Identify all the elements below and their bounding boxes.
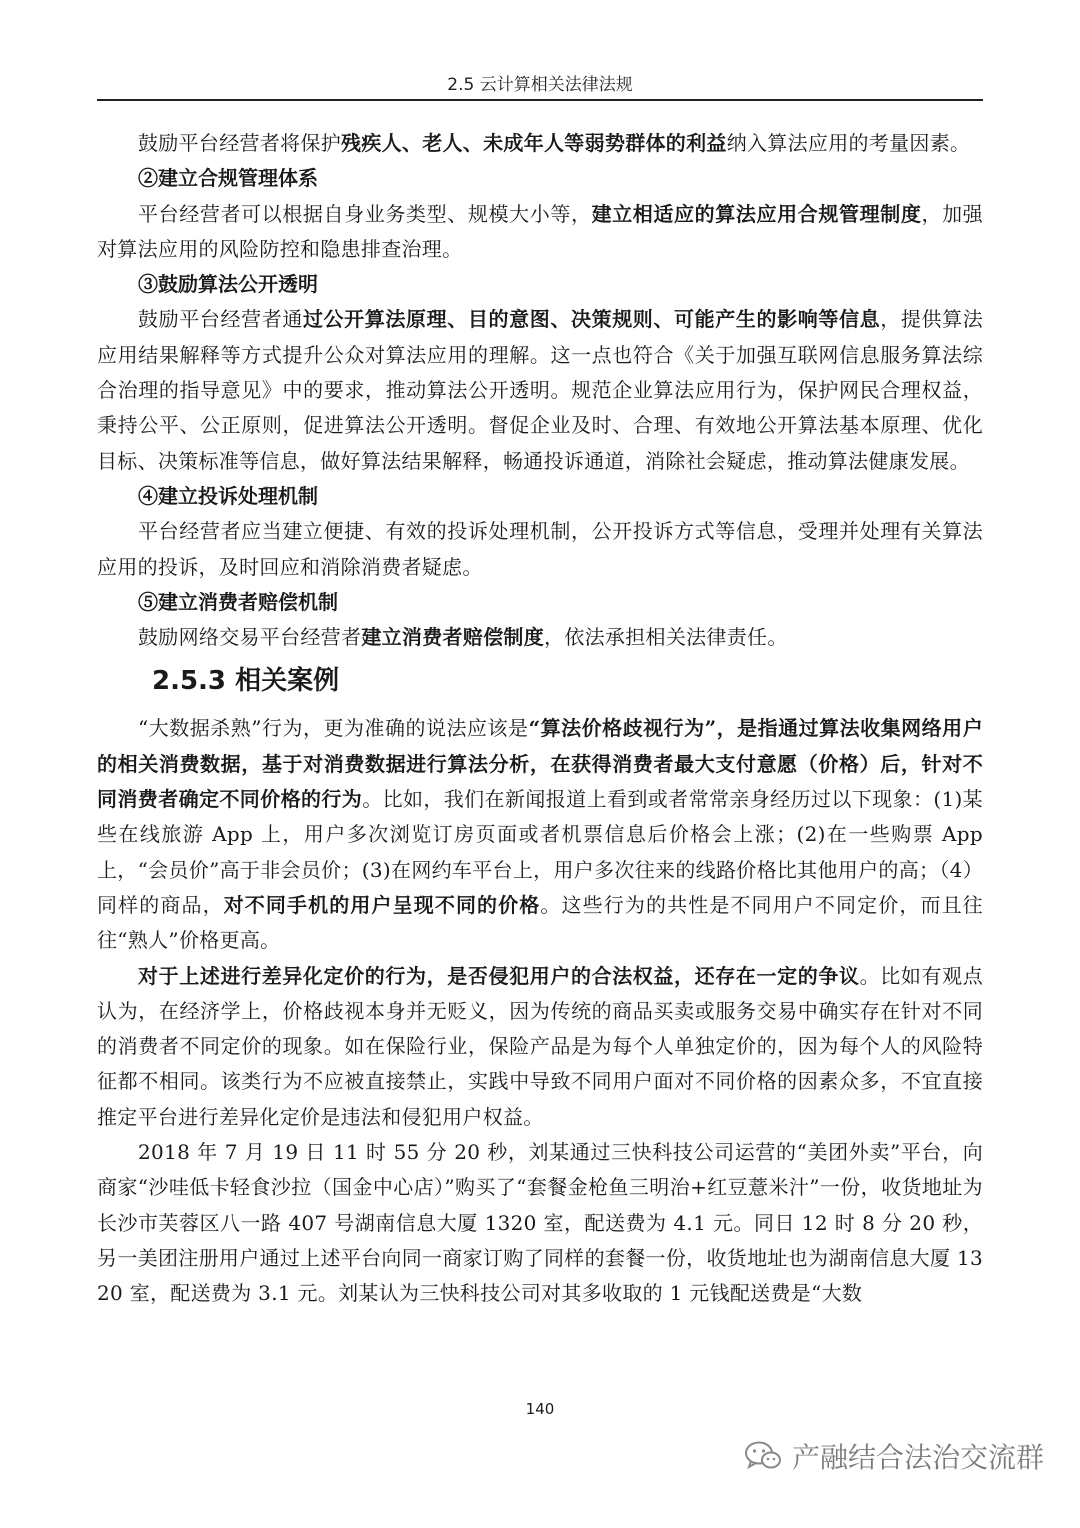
- subsection-heading: ④建立投诉处理机制: [138, 483, 318, 508]
- text-run: ，依法承担相关法律责任。: [544, 625, 788, 650]
- paragraph: [97, 620, 983, 655]
- bold-text: 对不同手机的用户呈现不同的价格: [223, 892, 541, 917]
- section-heading: 2.5.3 相关案例: [152, 666, 340, 697]
- wechat-icon: [744, 1440, 782, 1472]
- text-run: 。比如有观点认为，在经济学上，价格歧视本身并无贬义，因为传统的商品买卖或服务交易中确实存在针对不同的消费者不同定价的现象。如在保险行业，保险产品是为每个人单独定价的，因为每个人的风险特征都不相同。该类行为不应被直接禁止，实践中导致不同用户面对不同价格的因素众多，不宜直接推定平台进行差异化定价是违法和侵犯用户权益。: [97, 963, 983, 1129]
- text-run: 。这些行为的共性是不同用户不同定价，而且往往“熟人”价格更高。: [97, 892, 983, 953]
- watermark-text: 产融结合法治交流群: [791, 1441, 1044, 1474]
- paragraph: [97, 959, 983, 1135]
- text-run: ，加强对算法应用的风险防控和隐患排查治理。: [97, 201, 983, 261]
- text-run: ，提供算法应用结果解释等方式提升公众对算法应用的理解。这一点也符合《关于加强互联网信息服务算法综合治理的指导意见》中的要求，推动算法公开透明。规范企业算法应用行为，保护网民合理权益，秉持公平、公正原则，促进算法公开透明。督促企业及时、合理、有效地公开算法基本原理、优化目标、决策标准等信息，做好算法结果解释，畅通投诉通道，消除社会疑虑，推动算法健康发展。: [97, 307, 983, 473]
- paragraph: [97, 126, 983, 161]
- text-run: 。比如，我们在新闻报道上看到或者常常亲身经历过以下现象：(1)某些在线旅游 App 上，用户多次浏览订房页面或者机票信息后价格会上涨；(2)在一些购票 App 上，“会员价”高于非会员价；(3)在网约车平台上，用户多次往来的线路价格比其他用户的高；（4）同样的商品，: [97, 787, 983, 917]
- page-number: 140: [525, 1400, 555, 1418]
- bold-text: “算法价格歧视行为”，是指通过算法收集网络用户的相关消费数据，基于对消费数据进行算法分析，在获得消费者最大支付意愿（价格）后，针对不同消费者确定不同价格的行为: [97, 716, 983, 812]
- bold-text: 对于上述进行差异化定价的行为，是否侵犯用户的合法权益，还存在一定的争议: [138, 963, 860, 988]
- bold-text: 建立消费者赔偿制度: [361, 625, 545, 650]
- text-run: 鼓励网络交易平台经营者: [138, 625, 362, 650]
- bold-text: 建立相适应的算法应用合规管理制度: [591, 201, 922, 226]
- bold-text: 过公开算法原理、目的意图、决策规则、可能产生的影响等信息: [302, 307, 881, 332]
- document-body: [97, 126, 983, 1312]
- paragraph: [97, 711, 983, 958]
- paragraph: [97, 197, 983, 268]
- text-run: 2018 年 7 月 19 日 11 时 55 分 20 秒，刘某通过三快科技公司运营的“美团外卖”平台，向商家“沙哇低卡轻食沙拉（国金中心店）”购买了“套餐金枪鱼三明治+红豆薏米汁”一份，收货地址为长沙市芙蓉区八一路 407 号湖南信息大厦 1320 室，配送费为 4.1 元。同日 12 时 8 分 20 秒，另一美团注册用户通过上述平台向同一商家订购了同样的套餐一份，收货地址也为湖南信息大厦 1320 室，配送费为 3.1 元。刘某认为三快科技公司对其多收取的 1 元钱配送费是“大数: [97, 1140, 983, 1306]
- paragraph: [97, 302, 983, 478]
- bold-text: 残疾人、老人、未成年人等弱势群体的利益: [341, 131, 727, 155]
- text-run: 鼓励平台经营者将保护: [138, 131, 341, 155]
- text-run: 平台经营者应当建立便捷、有效的投诉处理机制，公开投诉方式等信息，受理并处理有关算法应用的投诉，及时回应和消除消费者疑虑。: [97, 519, 983, 579]
- paragraph: [97, 514, 983, 585]
- text-run: 鼓励平台经营者通: [138, 307, 303, 332]
- running-header: 2.5 云计算相关法律法规: [447, 75, 633, 95]
- subsection-heading: ②建立合规管理体系: [138, 166, 318, 191]
- text-run: 纳入算法应用的考量因素。: [726, 131, 971, 155]
- subsection-heading: ③鼓励算法公开透明: [138, 272, 318, 297]
- header-rule: [97, 99, 983, 101]
- paragraph: [97, 1135, 983, 1311]
- text-run: 平台经营者可以根据自身业务类型、规模大小等，: [138, 201, 592, 226]
- watermark: [744, 1436, 1044, 1476]
- subsection-heading: ⑤建立消费者赔偿机制: [138, 589, 338, 614]
- text-run: “大数据杀熟”行为，更为准确的说法应该是: [138, 716, 529, 741]
